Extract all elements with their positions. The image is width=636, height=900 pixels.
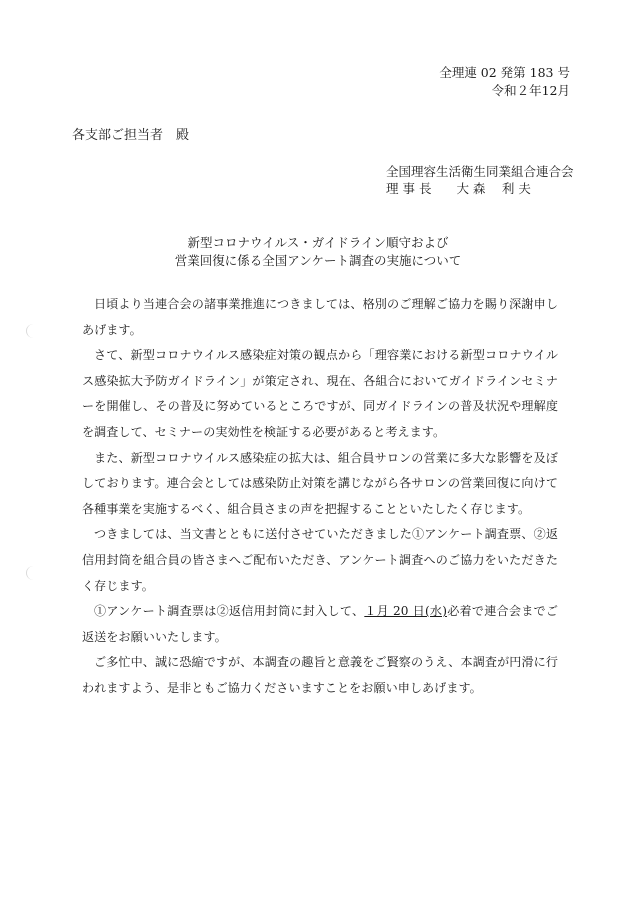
deadline-text-before: ①アンケート調査票は②返信用封筒に封入して、: [94, 604, 365, 619]
punch-hole-mark: [26, 324, 41, 338]
body-paragraph: つきましては、当文書とともに送付させていただきました①アンケート調査票、②返信用封筒を組合員の皆さまへご配布いただき、アンケート調査へのご協力をいただきたく存じます。: [82, 527, 558, 593]
body-paragraph: 日頃より当連合会の諸事業推進につきましては、格別のご理解ご協力を賜り深謝申しあげます。: [82, 297, 558, 337]
document-title: [0, 234, 636, 270]
letter-body: [82, 292, 558, 702]
body-paragraph: さて、新型コロナウイルス感染症対策の観点から「理容業における新型コロナウイルス感染拡大予防ガイドライン」が策定され、現在、各組合においてガイドラインセミナーを開催し、その普及に努めているところですが、同ガイドラインの普及状況や理解度を調査して、セミナーの実効性を検証する必要があると考えます。: [82, 348, 558, 439]
deadline-paragraph: [82, 599, 558, 650]
body-paragraph: また、新型コロナウイルス感染症の拡大は、組合員サロンの営業に多大な影響を及ぼしております。連合会としては感染防止対策を講じながら各サロンの営業回復に向けて各種事業を実施するべく、組合員さまの声を把握することといたしたく存じます。: [82, 450, 558, 516]
reference-number: 全理連 02 発第 183 号: [439, 65, 570, 80]
sender-organization: 全国理容生活衛生同業組合連合会: [386, 164, 574, 179]
deadline-text-after: 必着で連合会までご返送をお願いいたします。: [82, 604, 558, 644]
addressee: 各支部ご担当者 殿: [72, 128, 190, 143]
title-line-2: 営業回復に係る全国アンケート調査の実施について: [174, 253, 462, 268]
issue-date: 令和２年12月: [491, 83, 570, 98]
title-line-1: 新型コロナウイルス・ガイドライン順守および: [187, 235, 449, 250]
closing-paragraph: ご多忙中、誠に恐縮ですが、本調査の趣旨と意義をご賢察のうえ、本調査が円滑に行われますよう、是非ともご協力くださいますことをお願い申しあげます。: [82, 655, 558, 695]
sender-name: 理 事 長 大 森 利 夫: [386, 181, 531, 196]
deadline-date: １月 20 日(水): [364, 604, 448, 619]
sender-block: [386, 163, 574, 197]
punch-hole-mark: [26, 566, 41, 580]
reference-block: [439, 64, 570, 100]
